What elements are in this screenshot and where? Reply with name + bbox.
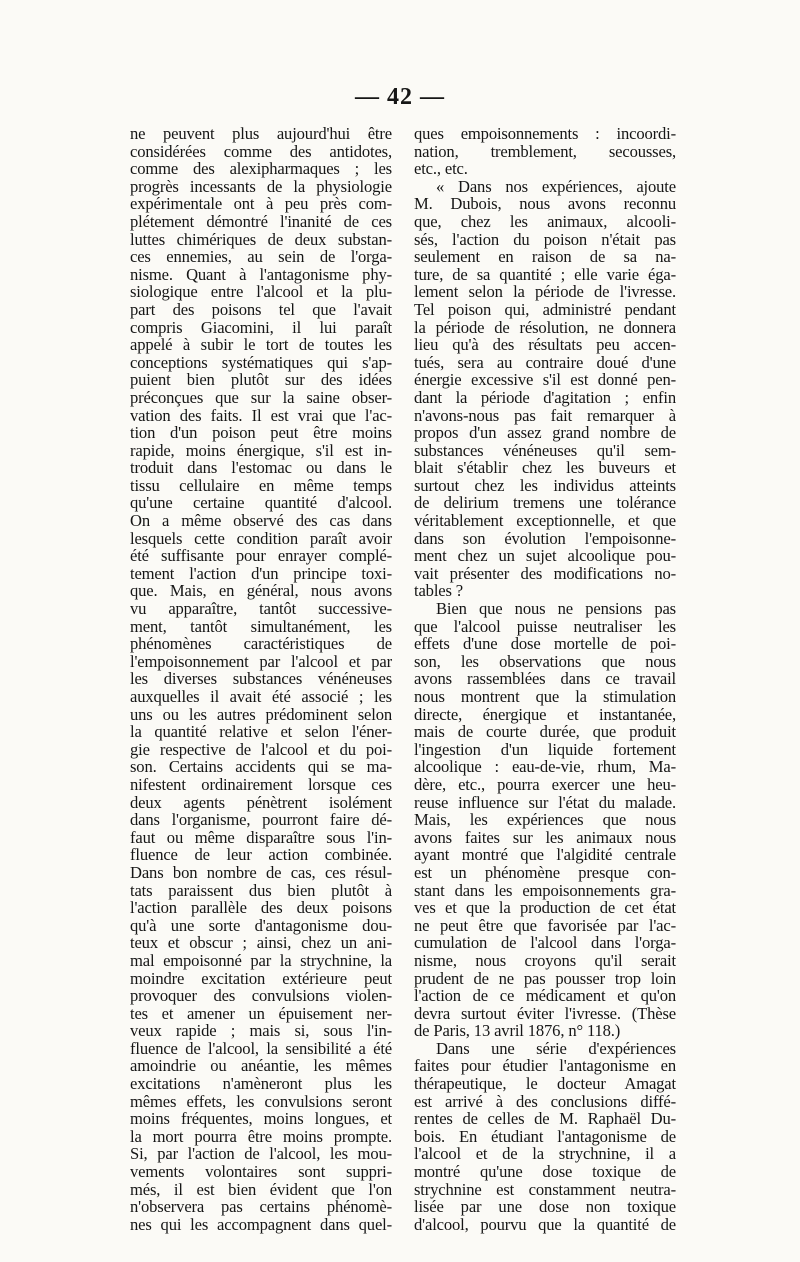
text-line: tués, sera au contraire doué d'une [414, 352, 676, 372]
text-line: bois. En étudiant l'antagonisme de [414, 1126, 676, 1146]
text-line: reuse influence sur l'état du malade. [414, 792, 676, 812]
text-line: progrès incessants de la physiologie [130, 176, 392, 196]
text-line: devra surtout éviter l'ivresse. (Thèse [414, 1003, 676, 1023]
text-line: tissu cellulaire en même temps [130, 475, 392, 495]
text-line: ques empoisonnements : incoordi- [414, 124, 676, 143]
text-line: l'ingestion d'un liquide fortement [414, 739, 676, 759]
text-line: la période de résolution, ne donnera [414, 317, 676, 337]
text-line: n'observera pas certains phénomè- [130, 1197, 392, 1217]
text-line: comme des alexipharmaques ; les [130, 159, 392, 179]
text-line: uns ou les autres prédominent selon [130, 704, 392, 724]
text-line: ne peut être que favorisée par l'ac- [414, 915, 676, 935]
text-line: ne peuvent plus aujourd'hui être [130, 124, 392, 143]
text-line: plétement démontré l'inanité de ces [130, 211, 392, 231]
text-line: Tel poison qui, administré pendant [414, 299, 676, 319]
text-line: dant la période d'agitation ; enfin [414, 387, 676, 407]
text-line: l'action parallèle des deux poisons [130, 898, 392, 918]
text-line: teux et obscur ; ainsi, chez un ani- [130, 933, 392, 953]
text-line: nation, tremblement, secousses, [414, 141, 676, 161]
text-line: que, chez les animaux, alcooli- [414, 211, 676, 231]
text-line: tion d'un poison peut être moins [130, 423, 392, 443]
text-line: appelé à subir le tort de toutes les [130, 335, 392, 355]
text-line: mal empoisonné par la strychnine, la [130, 950, 392, 970]
text-line: stant dans les empoisonnements gra- [414, 880, 676, 900]
text-line: luttes chimériques de deux substan- [130, 229, 392, 249]
text-line: compris Giacomini, il lui paraît [130, 317, 392, 337]
text-line: auxquelles il avait été associé ; les [130, 687, 392, 706]
text-line: conceptions systématiques qui s'ap- [130, 352, 392, 372]
text-line: de delirium tremens une tolérance [414, 493, 676, 513]
text-line: qu'à une sorte d'antagonisme dou- [130, 915, 392, 935]
text-line: ayant montré que l'algidité centrale [414, 845, 676, 865]
text-line: blait s'établir chez les buveurs et [414, 458, 676, 478]
text-line: ces ennemies, au sein de l'orga- [130, 247, 392, 267]
text-line: gie respective de l'alcool et du poi- [130, 739, 392, 759]
text-line: cumulation de l'alcool dans l'orga- [414, 933, 676, 953]
right-text-column [414, 125, 676, 1233]
text-line: mêmes effets, les convulsions seront [130, 1091, 392, 1111]
text-line: la quantité relative et selon l'éner- [130, 722, 392, 742]
text-line: excitations n'amèneront plus les [130, 1074, 392, 1094]
text-line: avons rassemblées dans ce travail [414, 669, 676, 689]
text-line: deux agents pénètrent isolément [130, 792, 392, 812]
text-line: son, les observations que nous [414, 651, 676, 671]
text-line: mais de courte durée, que produit [414, 722, 676, 742]
text-line: propos d'un assez grand nombre de [414, 423, 676, 443]
text-line: part des poisons tel que l'avait [130, 299, 392, 319]
text-line: seulement en raison de sa na- [414, 247, 676, 267]
text-line: l'alcool et de la strychnine, il a [414, 1144, 676, 1164]
text-line: rentes de celles de M. Raphaël Du- [414, 1109, 676, 1129]
text-line: été suffisante pour enrayer complé- [130, 546, 392, 566]
text-line: dans l'organisme, pourront faire dé- [130, 810, 392, 830]
text-line: ture, de sa quantité ; elle varie éga- [414, 264, 676, 284]
text-line: phénomènes caractéristiques de [130, 634, 392, 654]
text-line: nous montrent que la stimulation [414, 687, 676, 706]
text-line: faut ou même disparaître sous l'in- [130, 827, 392, 847]
text-line: vait présenter des modifications no- [414, 563, 676, 583]
text-line: amoindrie ou anéantie, les mêmes [130, 1056, 392, 1076]
text-line: substances vénéneuses qu'il sem- [414, 440, 676, 460]
text-line: son. Certains accidents qui se ma- [130, 757, 392, 777]
text-line: sés, l'action du poison n'était pas [414, 229, 676, 249]
text-line: alcoolique : eau-de-vie, rhum, Ma- [414, 757, 676, 777]
text-line: est arrivé à des conclusions diffé- [414, 1091, 676, 1111]
text-line: la mort pourra être moins prompte. [130, 1126, 392, 1146]
text-line: avons faites sur les animaux nous [414, 827, 676, 847]
text-line: provoquer des convulsions violen- [130, 986, 392, 1006]
text-line: més, il est bien évident que l'on [130, 1179, 392, 1199]
text-line: les diverses substances vénéneuses [130, 669, 392, 689]
text-line: siologique entre l'alcool et la plu- [130, 282, 392, 302]
text-line: nifestent ordinairement lorsque ces [130, 774, 392, 794]
text-line: que. Mais, en général, nous avons [130, 581, 392, 601]
text-line: lieu qu'à des résultats peu accen- [414, 335, 676, 355]
text-line: M. Dubois, nous avons reconnu [414, 194, 676, 214]
text-line: dans son évolution l'empoisonne- [414, 528, 676, 548]
text-line: rapide, moins énergique, s'il est in- [130, 440, 392, 460]
text-line: que l'alcool puisse neutraliser les [414, 616, 676, 636]
text-line: fluence de l'alcool, la sensibilité a été [130, 1038, 392, 1058]
text-line: vation des faits. Il est vrai que l'ac- [130, 405, 392, 425]
text-line: directe, énergique et instantanée, [414, 704, 676, 724]
text-line: tes et amener un épuisement ner- [130, 1003, 392, 1023]
text-line: considérées comme des antidotes, [130, 141, 392, 161]
text-line: thérapeutique, le docteur Amagat [414, 1074, 676, 1094]
text-line: lesquels cette condition paraît avoir [130, 528, 392, 548]
text-line: moindre excitation extérieure peut [130, 968, 392, 988]
text-line: d'alcool, pourvu que la quantité de [414, 1214, 676, 1234]
text-line: vements volontaires sont suppri- [130, 1162, 392, 1182]
text-line: ment, tantôt simultanément, les [130, 616, 392, 636]
text-line: Dans une série d'expériences [436, 1038, 676, 1058]
text-line: montré qu'une dose toxique de [414, 1162, 676, 1182]
text-line: Mais, les expériences que nous [414, 810, 676, 830]
text-line: tats paraissent dus bien plutôt à [130, 880, 392, 900]
text-line: nisme. Quant à l'antagonisme phy- [130, 264, 392, 284]
text-line: qu'une certaine quantité d'alcool. [130, 493, 392, 513]
page-number: — 42 — [355, 84, 445, 110]
text-line: n'avons-nous pas fait remarquer à [414, 405, 676, 425]
text-line: prudent de ne pas pousser trop loin [414, 968, 676, 988]
text-line: lisée par une dose non toxique [414, 1197, 676, 1217]
text-line: ment chez un sujet alcoolique pou- [414, 546, 676, 566]
text-line: Bien que nous ne pensions pas [436, 599, 676, 619]
left-text-column [130, 125, 392, 1233]
text-line: strychnine est constamment neutra- [414, 1179, 676, 1199]
text-line: moins fréquentes, moins longues, et [130, 1109, 392, 1129]
text-line: troduit dans l'estomac ou dans le [130, 458, 392, 478]
text-line: dère, etc., pourra exercer une heu- [414, 774, 676, 794]
text-line: On a même observé des cas dans [130, 511, 392, 531]
text-line: puient bien plutôt sur des idées [130, 370, 392, 390]
text-line: veux rapide ; mais si, sous l'in- [130, 1021, 392, 1041]
text-line: Si, par l'action de l'alcool, les mou- [130, 1144, 392, 1164]
text-line: nisme, nous croyons qu'il serait [414, 950, 676, 970]
text-line: ves et que la production de cet état [414, 898, 676, 918]
text-line: vu apparaître, tantôt successive- [130, 599, 392, 619]
text-line: surtout chez les individus atteints [414, 475, 676, 495]
text-line: l'action de ce médicament et qu'on [414, 986, 676, 1006]
text-line: nes qui les accompagnent dans quel- [130, 1214, 392, 1234]
text-line: de Paris, 13 avril 1876, n° 118.) [414, 1021, 621, 1041]
text-line: véritablement exceptionnelle, et que [414, 511, 676, 531]
text-line: etc., etc. [414, 159, 468, 179]
text-line: fluence de leur action combinée. [130, 845, 392, 865]
text-line: « Dans nos expériences, ajoute [436, 176, 676, 196]
text-line: énergie excessive s'il est donné pen- [414, 370, 676, 390]
text-line: effets d'une dose mortelle de poi- [414, 634, 676, 654]
text-line: préconçues que sur la saine obser- [130, 387, 392, 407]
text-line: Dans bon nombre de cas, ces résul- [130, 862, 392, 882]
text-line: tables ? [414, 581, 464, 601]
text-line: lement selon la période de l'ivresse. [414, 282, 676, 302]
text-line: faites pour étudier l'antagonisme en [414, 1056, 676, 1076]
text-line: tement l'action d'un principe toxi- [130, 563, 392, 583]
text-line: expérimentale ont à peu près com- [130, 194, 392, 214]
text-line: est un phénomène presque con- [414, 862, 676, 882]
text-line: l'empoisonnement par l'alcool et par [130, 651, 392, 671]
